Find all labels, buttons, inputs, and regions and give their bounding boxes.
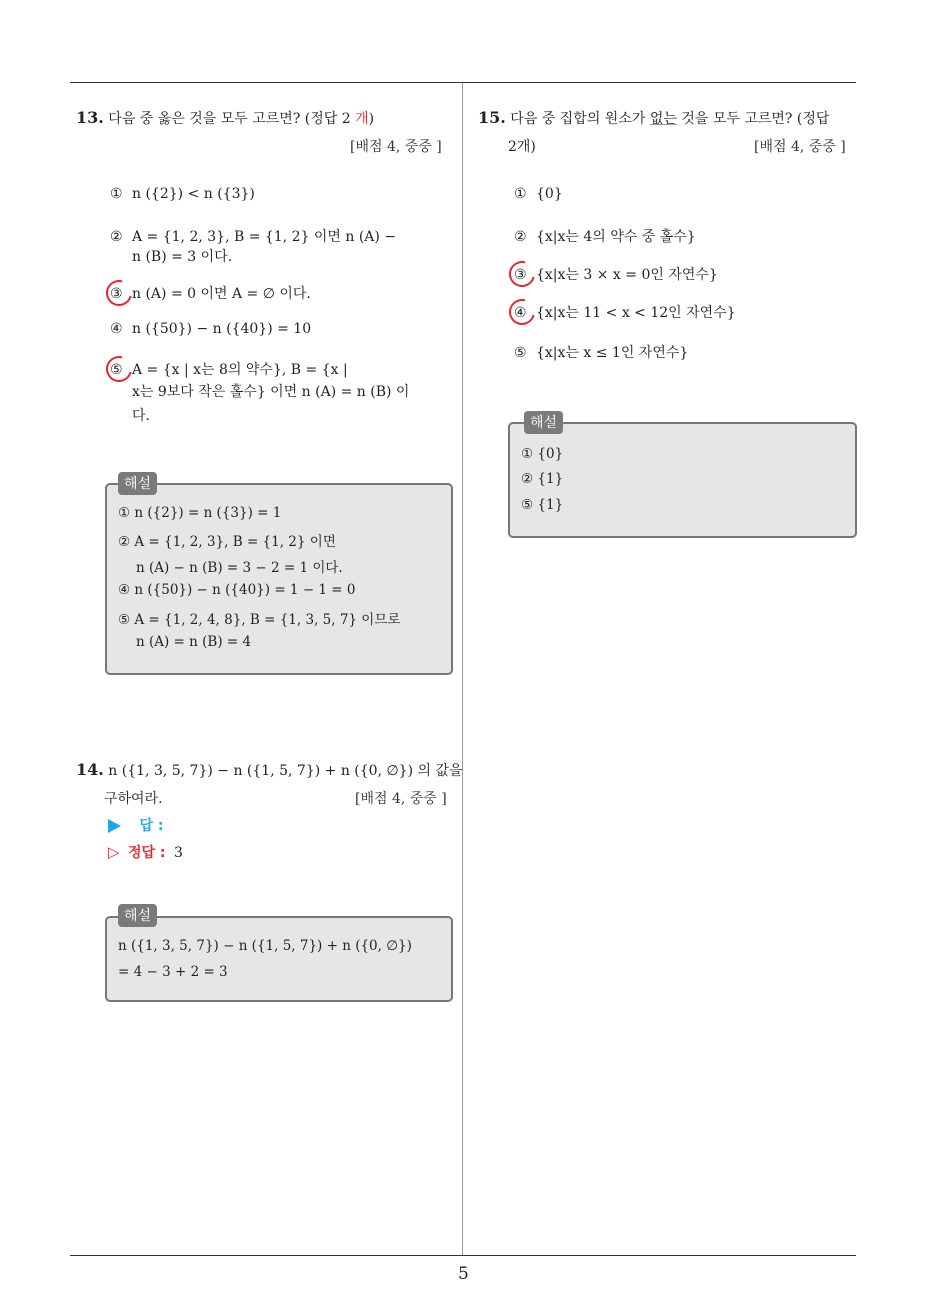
q15-number: 15. <box>478 108 506 127</box>
q13-meta: [배점 4, 중중 ] <box>350 139 442 155</box>
q15-option-2[interactable]: ② {x|x는 4의 약수 중 홀수} <box>514 229 696 245</box>
q13-option-2[interactable]: ② A = {1, 2, 3}, B = {1, 2} 이면 n (A) − n (B) = 3 이다. <box>110 229 397 265</box>
q13-solution-line-3: n (A) − n (B) = 3 − 2 = 1 이다. <box>136 560 343 576</box>
q15-text-2: 2개) <box>508 139 536 155</box>
q15-text: 다음 중 집합의 원소가 없는 것을 모두 고르면? (정답 <box>510 111 830 127</box>
page-number: 5 <box>458 1264 469 1284</box>
q14-solution-tab: 해설 <box>118 904 157 927</box>
answer-row[interactable] <box>108 815 163 835</box>
q15-option-3[interactable]: ③ {x|x는 3 × x = 0인 자연수} <box>514 267 718 283</box>
column-divider <box>462 83 463 1256</box>
play-icon <box>108 819 121 833</box>
q14-solution-line-1: n ({1, 3, 5, 7}) − n ({1, 5, 7}) + n ({0, ∅}) <box>118 938 412 954</box>
q13-solution-line-2: ② A = {1, 2, 3}, B = {1, 2} 이면 <box>118 534 336 550</box>
triangle-outline-icon: ▷ <box>108 843 120 861</box>
correct-value: 3 <box>173 845 183 861</box>
q13-solution-line-6: n (A) = n (B) = 4 <box>136 634 252 650</box>
q13-option-5[interactable]: ⑤ A = {x | x는 8의 약수}, B = {x | x는 9보다 작은 홀수} 이면 n (A) = n (B) 이 다. <box>110 362 410 424</box>
q15-header <box>478 108 829 128</box>
q15-option-1[interactable]: ① {0} <box>514 186 563 202</box>
top-rule <box>70 82 856 83</box>
q13-solution-line-4: ④ n ({50}) − n ({40}) = 1 − 1 = 0 <box>118 582 356 598</box>
q15-solution-line-1: ① {0} <box>521 446 564 462</box>
q13-solution-line-5: ⑤ A = {1, 2, 4, 8}, B = {1, 3, 5, 7} 이므로 <box>118 612 401 628</box>
q14-header <box>76 760 463 780</box>
q13-number: 13. <box>76 108 104 127</box>
q15-option-4[interactable]: ④ {x|x는 11 < x < 12인 자연수} <box>514 305 736 321</box>
q13-option-4[interactable]: ④ n ({50}) − n ({40}) = 10 <box>110 321 312 337</box>
q14-solution-line-2: = 4 − 3 + 2 = 3 <box>118 964 228 980</box>
q13-text: 다음 중 옳은 것을 모두 고르면? (정답 2 개) <box>108 111 375 127</box>
correct-answer-row <box>108 842 183 862</box>
correct-label: 정답 : <box>128 845 166 861</box>
q13-option-3[interactable]: ③ n (A) = 0 이면 A = ∅ 이다. <box>110 286 311 302</box>
q13-option-1[interactable]: ① n ({2}) < n ({3}) <box>110 186 255 202</box>
q14-solution-box <box>105 916 453 1002</box>
q14-text-2: 구하여라. <box>104 791 163 807</box>
q13-solution-tab: 해설 <box>118 472 157 495</box>
q13-header <box>76 108 374 128</box>
q14-text: n ({1, 3, 5, 7}) − n ({1, 5, 7}) + n ({0, ∅}) 의 값을 <box>108 763 463 779</box>
q15-solution-line-2: ② {1} <box>521 471 564 487</box>
bottom-rule <box>70 1255 856 1256</box>
q15-solution-tab: 해설 <box>524 411 563 434</box>
q13-solution-line-1: ① n ({2}) = n ({3}) = 1 <box>118 505 282 521</box>
q14-number: 14. <box>76 760 104 779</box>
q15-meta: [배점 4, 중중 ] <box>754 139 846 155</box>
q15-option-5[interactable]: ⑤ {x|x는 x ≤ 1인 자연수} <box>514 345 689 361</box>
answer-label: 답 : <box>139 818 164 834</box>
q15-solution-line-3: ⑤ {1} <box>521 497 564 513</box>
q14-meta: [배점 4, 중중 ] <box>355 791 447 807</box>
